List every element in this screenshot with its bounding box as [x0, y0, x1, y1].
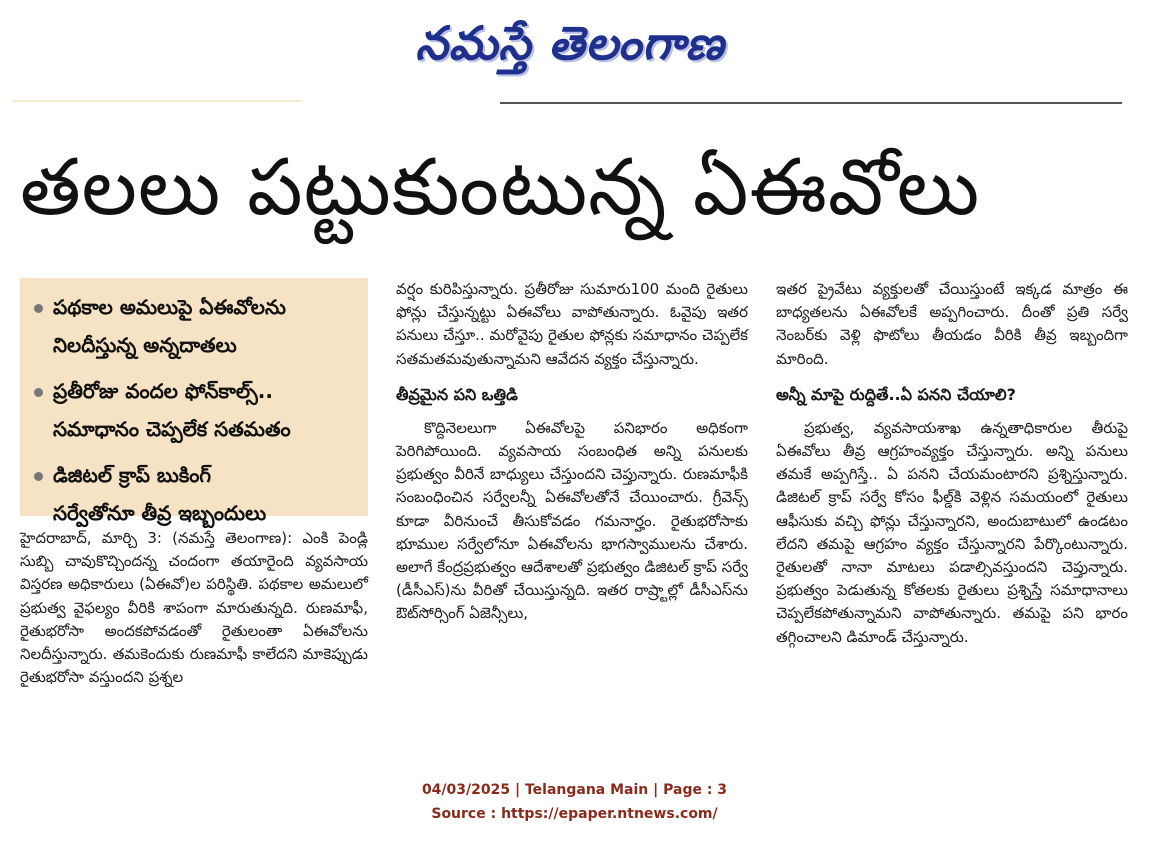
article-column-1 — [20, 527, 368, 689]
article-paragraph: హైదరాబాద్‌, మార్చి 3: (నమస్తే తెలంగాణ): ఎంకి పెండ్లి సుబ్బి చావుకొచ్చిందన్న చందంగా తయారైంది వ్యవసాయ విస్తరణ అధికారులు (ఏఈవో)ల పరిస్థితి. పథకాల అమలులో ప్రభుత్వ వైఫల్యం వీరికి శాపంగా మారుతున్నది. రుణమాఫీ, రైతుభరోసా అందకపోవడంతో రైతులంతా ఏఈవోలను నిలదీస్తున్నారు. తమకెందుకు రుణమాఫీ కాలేదని మాకెప్పుడు రైతుభరోసా వస్తుందని ప్రశ్నల — [20, 529, 368, 687]
bullet-icon — [34, 388, 43, 397]
article-paragraph: ఇతర ప్రైవేటు వ్యక్తులతో చేయిస్తుంటే ఇక్కడ మాత్రం ఈ బాధ్యతలను ఏఈవోలకే అప్పగించారు. దీంతో ప్రతి సర్వే నెంబర్‌కు వెళ్లి ఫొటోలు తీయడం వీరికి తీవ్ర ఇబ్బందిగా మారింది. — [776, 280, 1128, 368]
divider-left — [12, 100, 302, 102]
highlight-text: ప్రతీరోజు వందల ఫోన్‌కాల్స్‌.. సమాధానం చెప్పలేక సతమతం — [53, 379, 291, 441]
highlight-item — [34, 372, 360, 448]
section-subheading: అన్నీ మాపై రుద్దితే..ఏ పనని చేయాలి? — [776, 384, 1016, 404]
highlights-box — [20, 278, 368, 525]
divider-right — [500, 102, 1122, 104]
footer-date-edition: 04/03/2025 | Telangana Main | Page : 3 — [421, 782, 728, 798]
article-column-2 — [396, 278, 748, 626]
article-paragraph: వర్షం కురిపిస్తున్నారు. ప్రతీరోజు సుమారు100 మంది రైతులు ఫోన్లు చేస్తున్నట్టు ఏఈవోలు వాపోతున్నారు. ఓవైపు ఇతర పనులు చేస్తూ.. మరోవైపు రైతుల ఫోన్లకు సమాధానం చెప్పలేక సతమతమవుతున్నామని ఆవేదన వ్యక్తం చేస్తున్నారు. — [396, 280, 748, 368]
bullet-icon — [34, 304, 43, 313]
masthead-title: నమస్తే తెలంగాణ — [415, 16, 725, 70]
section-subheading: తీవ్రమైన పని ఒత్తిడి — [396, 384, 518, 404]
highlight-item — [34, 456, 360, 532]
article-paragraph: ప్రభుత్వ, వ్యవసాయశాఖ ఉన్నతాధికారుల తీరుపై ఏఈవోలు తీవ్ర ఆగ్రహంవ్యక్తం చేస్తున్నారు. అన్ని పనులు తమకే అప్పగిస్తే.. ఏ పనని చేయమంటారని ప్రశ్నిస్తున్నారు. డిజిటల్‌ క్రాప్‌ సర్వే కోసం ఫీల్డ్‌కి వెళ్లిన సమయంలో రైతులు ఆఫీసుకు వచ్చి ఫోన్లు చేస్తున్నారని, అందుబాటులో ఉండటం లేదని తమపై ఆగ్రహం వ్యక్తం చేస్తున్నారని పేర్కొంటున్నారు. రైతులతో నానా మాటలు పడాల్సివస్తుందని చెప్తున్నారు. ప్రభుత్వం పెడుతున్న కోతలకు రైతులు ప్రశ్నిస్తే సమాధానాలు చెప్పలేకపోతున్నామని వాపోతున్నారు. తమపై పని భారం తగ్గించాలని డిమాండ్‌ చేస్తున్నారు. — [776, 418, 1128, 646]
highlight-text: పథకాల అమలుపై ఏఈవోలను నిలదీస్తున్న అన్నదాతలు — [53, 295, 286, 357]
bullet-icon — [34, 472, 43, 481]
article-column-3 — [776, 278, 1128, 649]
footer-source-link[interactable]: Source : https://epaper.ntnews.com/ — [431, 806, 718, 822]
masthead-logo — [360, 8, 780, 78]
article-paragraph: కొద్దినెలలుగా ఏఈవోలపై పనిభారం అధికంగా పెరిగిపోయింది. వ్యవసాయ సంబంధిత అన్ని పనులకు ప్రభుత్వం వీరినే బాధ్యులు చేస్తుందని చెప్తున్నారు. రుణమాఫీకి సంబంధించిన సర్వేలన్నీ ఏఈవోలతోనే చేయించారు. గ్రీవెన్స్‌ కూడా వీరినుంచే తీసుకోవడం గమనార్హం. రైతుభరోసాకు భూముల సర్వేలోనూ ఏఈవోలను భాగస్వాములను చేశారు. అలాగే కేంద్రప్రభుత్వం ఆదేశాలతో ప్రభుత్వం డిజిటల్‌ క్రాప్‌ సర్వే (డీసీఎస్‌)ను వీరితో చేయిస్తున్నది. ఇతర రాష్ర్టాల్లో డీసీఎస్‌ను ఔట్‌సోర్సింగ్‌ ఏజెన్సీలు, — [396, 418, 748, 623]
highlight-item — [34, 288, 360, 364]
article-headline: తలలు పట్టుకుంటున్న ఏఈవోలు — [20, 143, 981, 233]
highlight-text: డిజిటల్‌ క్రాప్‌ బుకింగ్‌ సర్వేతోనూ తీవ్ర ఇబ్బందులు — [53, 463, 267, 525]
